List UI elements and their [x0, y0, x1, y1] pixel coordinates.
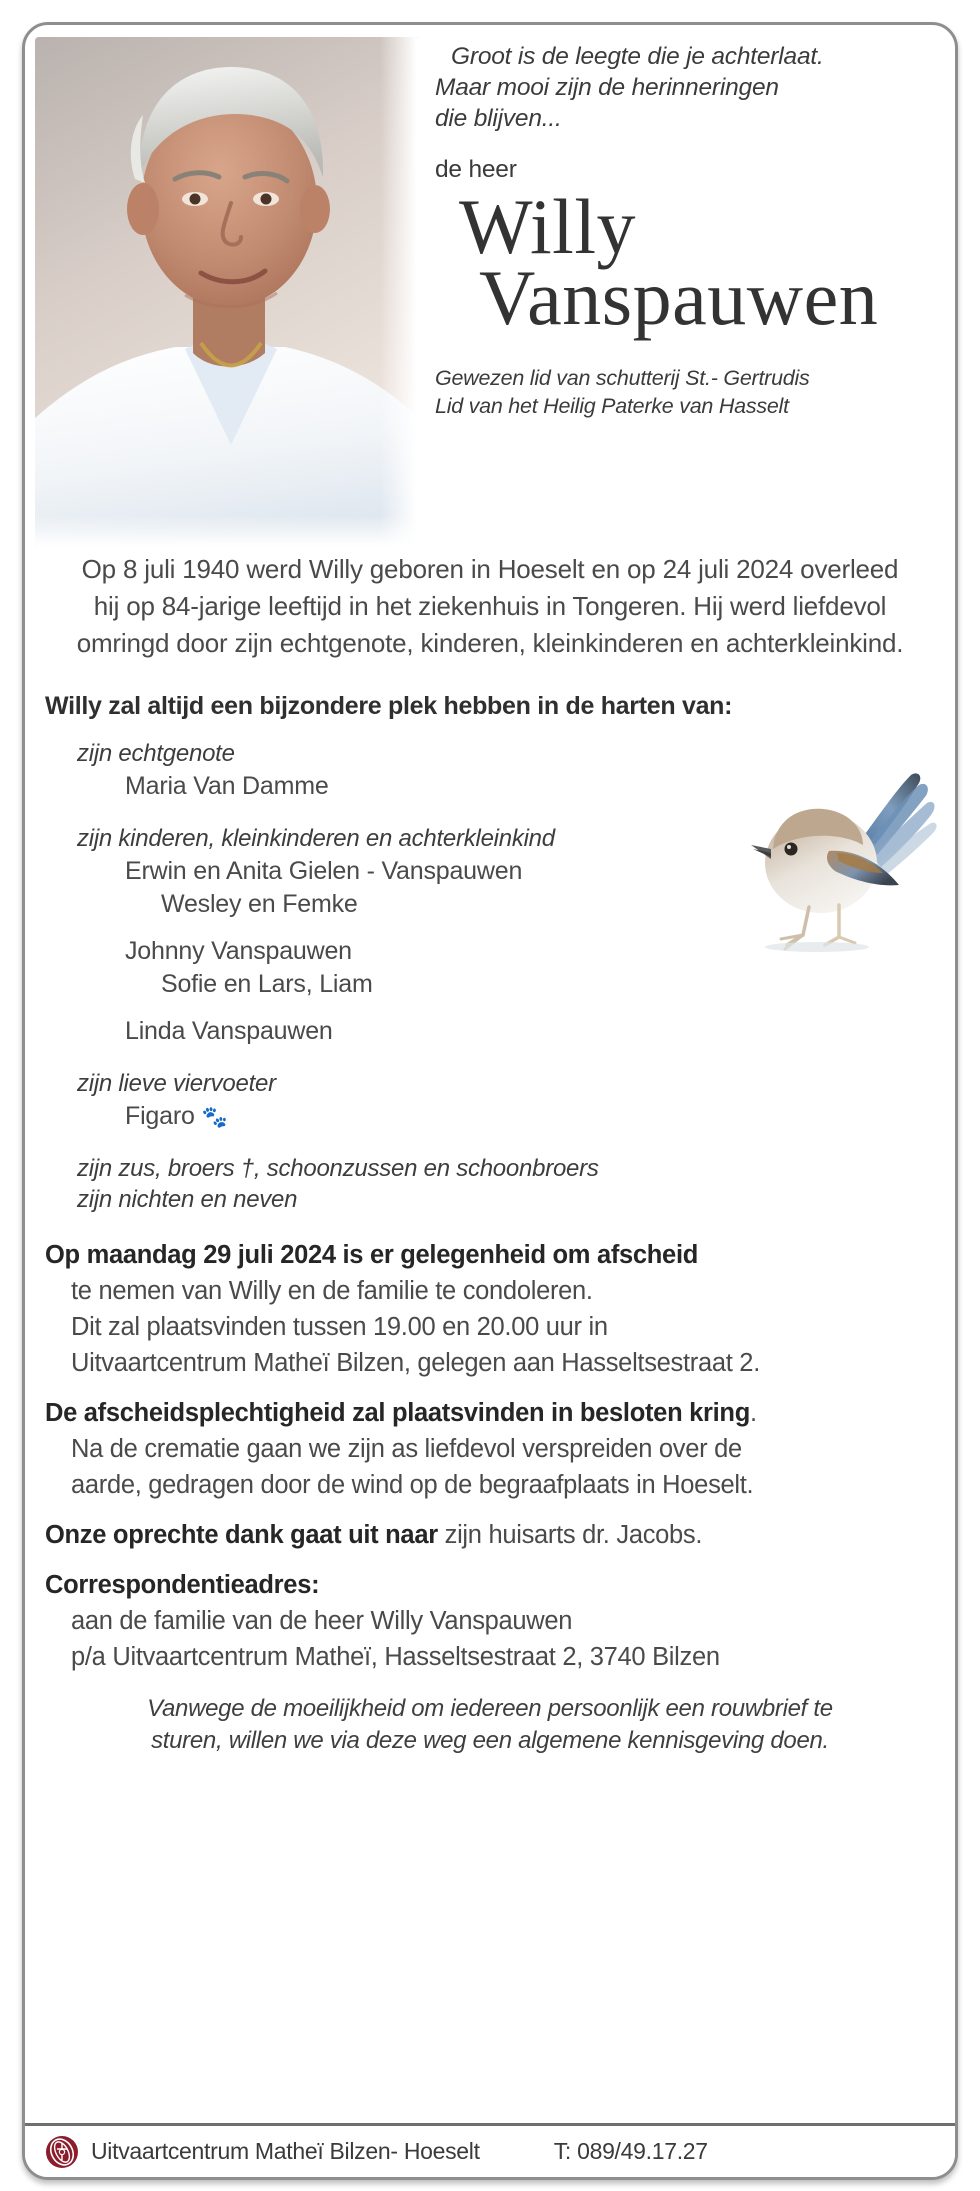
card-frame: [22, 22, 958, 2180]
membership-line-2: Lid van het Heilig Paterke van Hasselt: [435, 394, 789, 419]
family-member: Sofie en Lars, Liam: [161, 970, 373, 998]
bird-illustration: [751, 745, 949, 953]
service-block-ceremony: [45, 1395, 955, 1503]
thanks-line: [45, 1517, 955, 1553]
salutation: de heer: [435, 156, 517, 183]
paw-print-icon: 🐾: [201, 1106, 228, 1129]
rose-emblem-icon: [45, 2135, 79, 2169]
family-group-pet: [77, 1067, 955, 1134]
address-headline: [45, 1567, 955, 1603]
viewing-line: Uitvaartcentrum Matheï Bilzen, gelegen aan Hasseltsestraat 2.: [71, 1349, 760, 1377]
address-line: p/a Uitvaartcentrum Matheï, Hasseltsestraat 2, 3740 Bilzen: [71, 1643, 720, 1671]
address-headline-text: Correspondentieadres:: [45, 1571, 320, 1599]
family-member: Wesley en Femke: [161, 890, 358, 918]
quote-line-2: Maar mooi zijn de herinneringen: [435, 74, 779, 101]
ceremony-line: Na de crematie gaan we zijn as liefdevol verspreiden over de: [71, 1435, 742, 1463]
viewing-headline: [45, 1237, 955, 1273]
family-member: Linda Vanspauwen: [125, 1017, 333, 1045]
viewing-headline-text: Op maandag 29 juli 2024 is er gelegenheid om afscheid: [45, 1241, 699, 1269]
family-group-label: zijn kinderen, kleinkinderen en achterkleinkind: [77, 825, 555, 852]
viewing-line: te nemen van Willy en de familie te condoleren.: [71, 1277, 593, 1305]
service-block-address: [45, 1567, 955, 1675]
closing-note-line-1: Vanwege de moeilijkheid om iedereen persoonlijk een rouwbrief te: [147, 1695, 833, 1722]
biography-paragraph: Op 8 juli 1940 werd Willy geboren in Hoeselt en op 24 juli 2024 overleed hij op 84-jarige leeftijd in het ziekenhuis in Tongeren. Hij werd liefdevol omringd door zijn echtgenote, kinderen, kleinkinderen en achterkleinkind.: [76, 554, 904, 658]
memorial-quote: [435, 41, 943, 134]
family-group-label: zijn zus, broers †, schoonzussen en schoonbroers: [77, 1155, 599, 1182]
ceremony-headline-period: .: [749, 1399, 757, 1427]
family-name: Vanspauwen: [479, 253, 879, 341]
closing-note-line-2: sturen, willen we via deze weg een algemene kennisgeving doen.: [151, 1727, 829, 1754]
card-header: [25, 25, 955, 545]
family-group-relatives: [77, 1153, 955, 1215]
given-name: Willy: [459, 183, 637, 270]
membership-lines: [435, 364, 943, 421]
service-block-viewing: [45, 1237, 955, 1381]
family-member: Johnny Vanspauwen: [125, 937, 352, 965]
address-line: aan de familie van de heer Willy Vanspauwen: [71, 1607, 573, 1635]
portrait-photo: [35, 37, 420, 549]
closing-note: [55, 1693, 925, 1757]
funeral-home-phone: T: 089/49.17.27: [553, 2138, 708, 2164]
card-footer: [25, 2123, 955, 2177]
family-member: Erwin en Anita Gielen - Vanspauwen: [125, 857, 523, 885]
family-member: Maria Van Damme: [125, 772, 329, 800]
pet-name-row: [77, 1100, 955, 1134]
quote-line-3: die blijven...: [435, 105, 562, 132]
ceremony-headline-text: De afscheidsplechtigheid zal plaatsvinden in besloten kring: [45, 1399, 750, 1427]
family-group-label: zijn nichten en neven: [77, 1186, 298, 1213]
ceremony-headline: [45, 1395, 955, 1431]
membership-line-1: Gewezen lid van schutterij St.- Gertrudis: [435, 365, 810, 390]
family-group-label: zijn echtgenote: [77, 740, 235, 767]
ceremony-line: aarde, gedragen door de wind op de begraafplaats in Hoeselt.: [71, 1471, 754, 1499]
family-heading: Willy zal altijd een bijzondere plek hebben in de harten van:: [45, 692, 733, 720]
viewing-line: Dit zal plaatsvinden tussen 19.00 en 20.00 uur in: [71, 1313, 608, 1341]
thanks-bold: Onze oprechte dank gaat uit naar: [45, 1521, 438, 1549]
header-text-block: [435, 25, 943, 545]
service-block-thanks: [45, 1517, 955, 1553]
pet-name: Figaro: [125, 1102, 195, 1130]
funeral-home-name: Uitvaartcentrum Matheï Bilzen- Hoeselt: [91, 2138, 480, 2164]
family-list: [25, 737, 955, 1215]
quote-line-1: Groot is de leegte die je achterlaat.: [451, 43, 824, 70]
service-information: [45, 1237, 955, 1675]
family-group-label: zijn lieve viervoeter: [77, 1070, 276, 1097]
thanks-tail: zijn huisarts dr. Jacobs.: [437, 1521, 703, 1549]
